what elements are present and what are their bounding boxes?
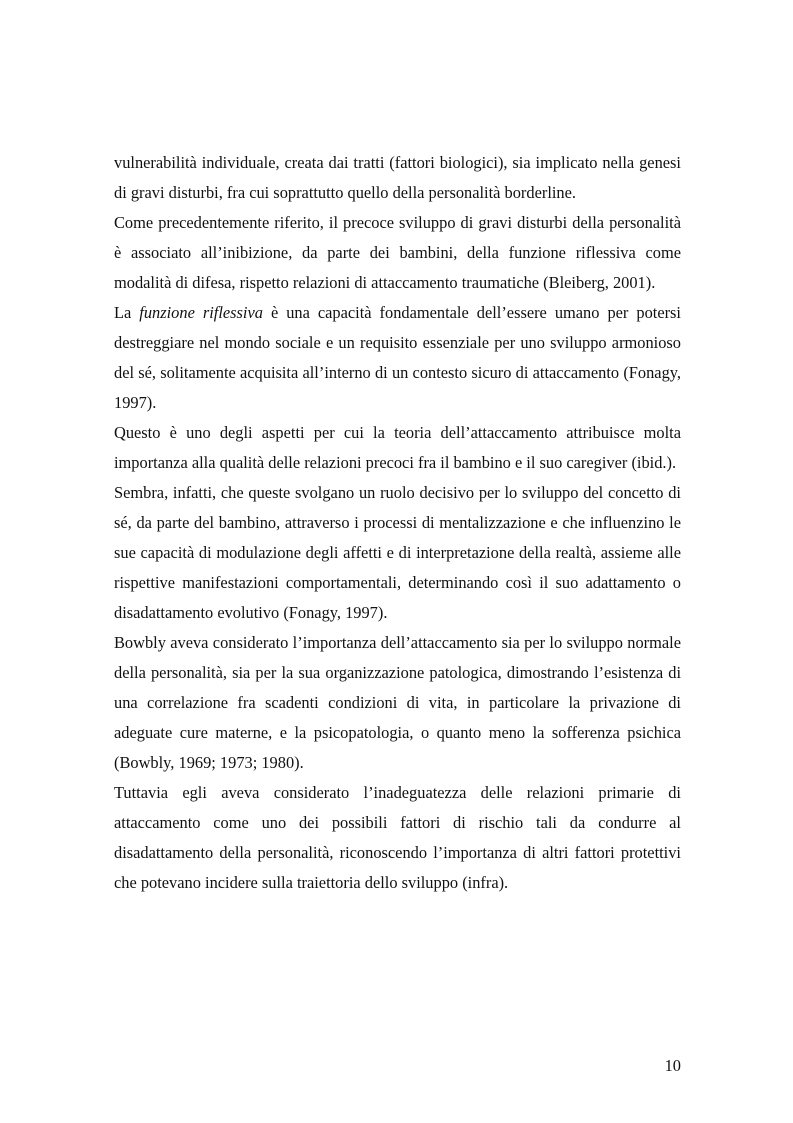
paragraph-3-prefix: La bbox=[114, 303, 140, 322]
paragraph-7-text: Tuttavia egli aveva considerato l’inadeguatezza delle relazioni primarie di attaccamento come uno dei possibili fattori di rischio tali da condurre al disadattamento della personalità, riconoscendo l’importanza di altri fattori protettivi che potevano incidere sulla traiettoria dello sviluppo (infra). bbox=[114, 783, 681, 892]
paragraph-7 bbox=[114, 778, 681, 898]
paragraph-1-text: vulnerabilità individuale, creata dai tratti (fattori biologici), sia implicato nella genesi di gravi disturbi, fra cui soprattutto quello della personalità borderline. bbox=[114, 153, 681, 202]
paragraph-3-emphasis: funzione riflessiva bbox=[139, 303, 263, 322]
paragraph-3 bbox=[114, 298, 681, 418]
page-number: 10 bbox=[664, 1056, 681, 1075]
paragraph-1 bbox=[114, 148, 681, 208]
paragraph-5 bbox=[114, 478, 681, 628]
paragraph-5-text: Sembra, infatti, che queste svolgano un ruolo decisivo per lo sviluppo del concetto di sé, da parte del bambino, attraverso i processi di mentalizzazione e che influenzino le sue capacità di modulazione degli affetti e di interpretazione della realtà, assieme alle rispettive manifestazioni comportamentali, determinando così il suo adattamento o disadattamento evolutivo (Fonagy, 1997). bbox=[114, 483, 681, 622]
body-text bbox=[114, 148, 681, 898]
paragraph-6-text: Bowbly aveva considerato l’importanza dell’attaccamento sia per lo sviluppo normale della personalità, sia per la sua organizzazione patologica, dimostrando l’esistenza di una correlazione fra scadenti condizioni di vita, in particolare la privazione di adeguate cure materne, e la psicopatologia, o quanto meno la sofferenza psichica (Bowbly, 1969; 1973; 1980). bbox=[114, 633, 681, 772]
paragraph-4 bbox=[114, 418, 681, 478]
paragraph-3-text: è una capacità fondamentale dell’essere umano per potersi destreggiare nel mondo sociale e un requisito essenziale per uno sviluppo armonioso del sé, solitamente acquisita all’interno di un contesto sicuro di attaccamento (Fonagy, 1997). bbox=[114, 303, 681, 412]
paragraph-6 bbox=[114, 628, 681, 778]
paragraph-2 bbox=[114, 208, 681, 298]
paragraph-2-text: Come precedentemente riferito, il precoce sviluppo di gravi disturbi della personalità è associato all’inibizione, da parte dei bambini, della funzione riflessiva come modalità di difesa, rispetto relazioni di attaccamento traumatiche (Bleiberg, 2001). bbox=[114, 213, 681, 292]
paragraph-4-text: Questo è uno degli aspetti per cui la teoria dell’attaccamento attribuisce molta importanza alla qualità delle relazioni precoci fra il bambino e il suo caregiver (ibid.). bbox=[114, 423, 681, 472]
